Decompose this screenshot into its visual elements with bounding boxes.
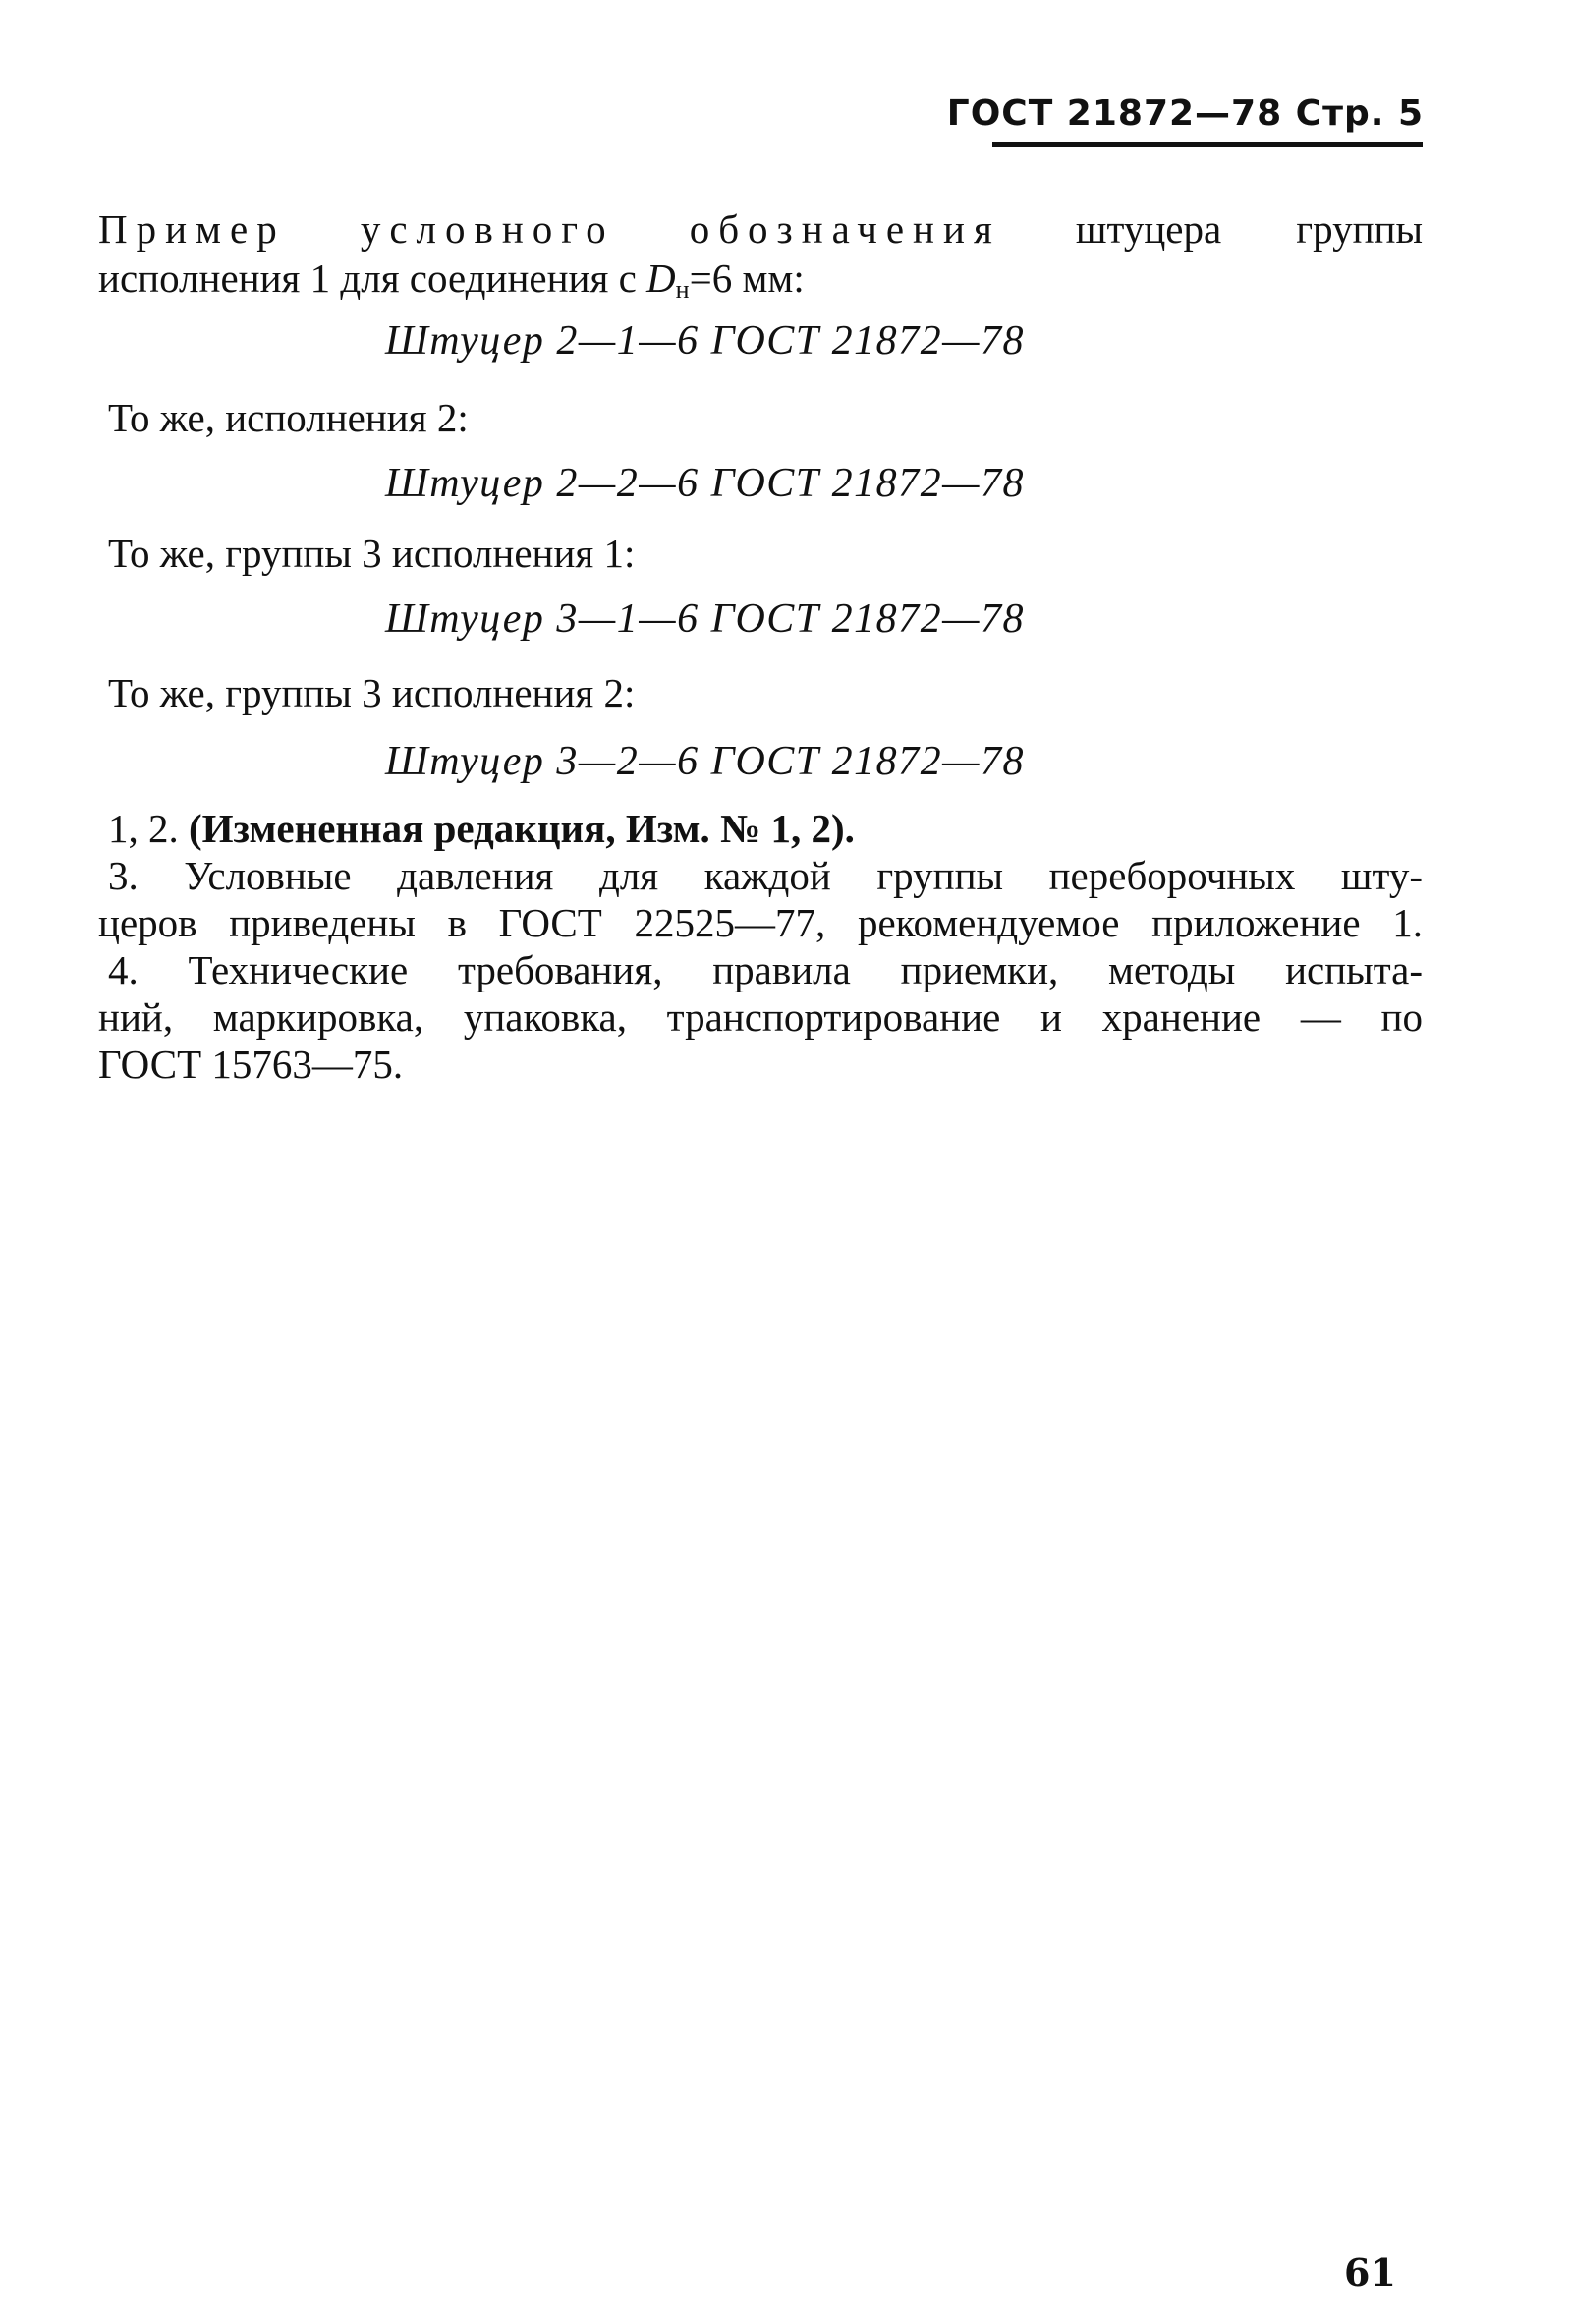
intro-line-1: [98, 204, 1423, 254]
item-4-line-3: ГОСТ 15763—75.: [98, 1042, 404, 1087]
item-4-line-1: 4. Технические требования, правила приемки, методы испыта-: [108, 947, 1423, 992]
intro-line-2-prefix: исполнения 1 для соединения с: [98, 255, 647, 301]
intro-line-2-suffix: =6 мм:: [689, 255, 805, 301]
intro-word-oboznacheniya: обозначения: [689, 206, 1001, 252]
dn-subscript: н: [675, 275, 690, 304]
dn-symbol: D: [646, 255, 676, 301]
designation-3: Штуцер 3—1—6 ГОСТ 21872—78: [385, 596, 1025, 642]
intro-word-primer: Пример: [98, 206, 286, 252]
intro-rest: штуцера группы: [1075, 206, 1424, 252]
page-header: ГОСТ 21872—78 Стр. 5: [946, 93, 1424, 134]
intro-word-uslovnogo: условного: [360, 206, 615, 252]
designation-2: Штуцер 2—2—6 ГОСТ 21872—78: [385, 461, 1025, 506]
variant-2: То же, группы 3 исполнения 1:: [108, 531, 636, 576]
item-3-line-2: церов приведены в ГОСТ 22525—77, рекомендуемое приложение 1.: [98, 900, 1423, 945]
variant-1: То же, исполнения 2:: [108, 395, 469, 440]
amendment-prefix: 1, 2.: [108, 806, 189, 851]
page-number: 61: [1344, 2250, 1396, 2295]
amendment-text: (Измененная редакция, Изм. № 1, 2).: [189, 806, 855, 851]
designation-4: Штуцер 3—2—6 ГОСТ 21872—78: [385, 739, 1025, 784]
variant-3: То же, группы 3 исполнения 2:: [108, 670, 636, 715]
item-3-line-1: 3. Условные давления для каждой группы переборочных шту-: [108, 853, 1423, 898]
designation-1: Штуцер 2—1—6 ГОСТ 21872—78: [385, 318, 1025, 364]
item-4-line-2: ний, маркировка, упаковка, транспортирование и хранение — по: [98, 994, 1423, 1040]
intro-line-2: [98, 254, 805, 314]
header-rule: [992, 142, 1423, 147]
amendment-note: [108, 804, 855, 853]
